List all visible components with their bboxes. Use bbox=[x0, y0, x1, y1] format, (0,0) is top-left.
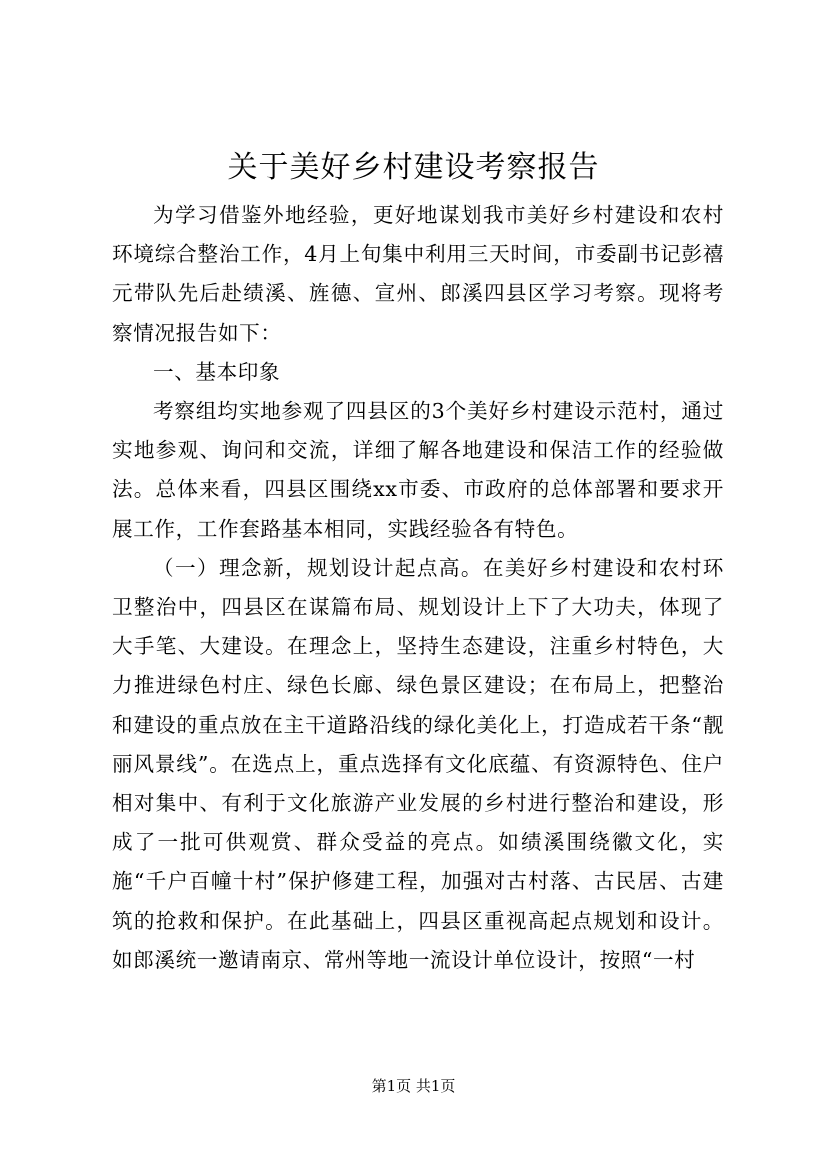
page-number: 第1页 共1页 bbox=[371, 1077, 456, 1095]
document-title: 关于美好乡村建设考察报告 bbox=[227, 150, 600, 185]
impression-paragraph: 考察组均实地参观了四县区的3个美好乡村建设示范村，通过实地参观、询问和交流，详细了解各地建设和保洁工作的经验做法。总体来看，四县区围绕xx市委、市政府的总体部署和要求开展工作，工作套路基本相同，实践经验各有特色。 bbox=[112, 399, 724, 541]
subsection-paragraph: （一）理念新，规划设计起点高。在美好乡村建设和农村环卫整治中，四县区在谋篇布局、规划设计上下了大功夫，体现了大手笔、大建设。在理念上，坚持生态建设，注重乡村特色，大力推进绿色村庄、绿色长廊、绿色景区建设；在布局上，把整治和建设的重点放在主干道路沿线的绿化美化上，打造成若干条“靓丽风景线”。在选点上，重点选择有文化底蕴、有资源特色、住户相对集中、有利于文化旅游产业发展的乡村进行整治和建设，形成了一批可供观赏、群众受益的亮点。如绩溪围绕徽文化，实施“千户百幢十村”保护修建工程，加强对古村落、古民居、古建筑的抢救和保护。在此基础上，四县区重视高起点规划和设计。如郎溪统一邀请南京、常州等地一流设计单位设计，按照“一村 bbox=[112, 555, 724, 972]
document-body bbox=[112, 196, 724, 980]
intro-paragraph: 为学习借鉴外地经验，更好地谋划我市美好乡村建设和农村环境综合整治工作，4月上旬集中利用三天时间，市委副书记彭禧元带队先后赴绩溪、旌德、宣州、郎溪四县区学习考察。现将考察情况报告如下： bbox=[112, 203, 724, 345]
section-heading: 一、基本印象 bbox=[153, 359, 281, 384]
